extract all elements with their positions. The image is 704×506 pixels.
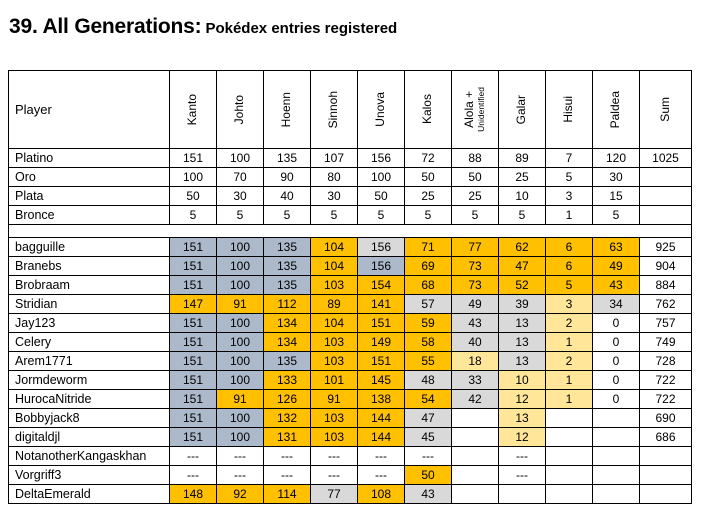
value-cell: 43 <box>593 276 640 295</box>
value-cell: 135 <box>264 352 311 371</box>
tier-name-cell: Platino <box>9 149 170 168</box>
table-row <box>9 257 692 276</box>
table-row <box>9 409 692 428</box>
sum-cell <box>640 466 692 485</box>
value-cell: 25 <box>499 168 546 187</box>
value-cell: 2 <box>546 314 593 333</box>
value-cell: --- <box>311 466 358 485</box>
table-row <box>9 485 692 504</box>
value-cell: 134 <box>264 314 311 333</box>
value-cell: 40 <box>264 187 311 206</box>
value-cell: 33 <box>452 371 499 390</box>
column-header-label: Hisui <box>561 96 576 123</box>
value-cell <box>593 485 640 504</box>
value-cell: 50 <box>170 187 217 206</box>
table-row <box>9 314 692 333</box>
value-cell: 30 <box>217 187 264 206</box>
value-cell: 49 <box>593 257 640 276</box>
value-cell: 12 <box>499 428 546 447</box>
value-cell: 18 <box>452 352 499 371</box>
value-cell: 144 <box>358 409 405 428</box>
value-cell: 135 <box>264 149 311 168</box>
value-cell: 89 <box>311 295 358 314</box>
value-cell: 144 <box>358 428 405 447</box>
value-cell: 1 <box>546 206 593 225</box>
table-body <box>9 149 692 504</box>
column-header-unova <box>358 71 405 149</box>
value-cell: 103 <box>311 428 358 447</box>
value-cell: 151 <box>170 390 217 409</box>
table-row <box>9 333 692 352</box>
column-header-label: Alola + Unidentified <box>462 87 487 132</box>
value-cell: --- <box>264 447 311 466</box>
value-cell: --- <box>264 466 311 485</box>
value-cell: 10 <box>499 187 546 206</box>
value-cell: 5 <box>264 206 311 225</box>
value-cell: 73 <box>452 257 499 276</box>
value-cell: 1 <box>546 390 593 409</box>
value-cell: 1 <box>546 371 593 390</box>
value-cell: 103 <box>311 352 358 371</box>
value-cell: 100 <box>170 168 217 187</box>
value-cell: 101 <box>311 371 358 390</box>
player-name-cell: DeltaEmerald <box>9 485 170 504</box>
table-row <box>9 168 692 187</box>
value-cell: 43 <box>452 314 499 333</box>
column-header-hisui <box>546 71 593 149</box>
column-header-johto <box>217 71 264 149</box>
sum-cell: 728 <box>640 352 692 371</box>
sum-cell: 686 <box>640 428 692 447</box>
value-cell: 49 <box>452 295 499 314</box>
value-cell: 138 <box>358 390 405 409</box>
value-cell: 104 <box>311 238 358 257</box>
value-cell: 6 <box>546 257 593 276</box>
value-cell: 120 <box>593 149 640 168</box>
value-cell <box>546 409 593 428</box>
value-cell: 145 <box>358 371 405 390</box>
value-cell: --- <box>405 447 452 466</box>
value-cell: 148 <box>170 485 217 504</box>
value-cell <box>593 466 640 485</box>
value-cell: 100 <box>217 352 264 371</box>
column-header-label: Galar <box>514 94 529 125</box>
value-cell: 100 <box>217 333 264 352</box>
value-cell: 48 <box>405 371 452 390</box>
value-cell <box>546 447 593 466</box>
value-cell: 100 <box>358 168 405 187</box>
value-cell: 5 <box>358 206 405 225</box>
value-cell: --- <box>499 466 546 485</box>
value-cell: 12 <box>499 390 546 409</box>
sum-cell: 749 <box>640 333 692 352</box>
value-cell: 151 <box>170 409 217 428</box>
value-cell <box>593 428 640 447</box>
value-cell: 104 <box>311 314 358 333</box>
value-cell: 70 <box>217 168 264 187</box>
value-cell: 151 <box>170 149 217 168</box>
tier-name-cell: Oro <box>9 168 170 187</box>
column-header-label: Kalos <box>420 94 435 125</box>
column-header-sinnoh <box>311 71 358 149</box>
value-cell: 10 <box>499 371 546 390</box>
value-cell: 5 <box>311 206 358 225</box>
tier-name-cell: Plata <box>9 187 170 206</box>
value-cell: 103 <box>311 276 358 295</box>
value-cell: 3 <box>546 295 593 314</box>
sum-cell: 1025 <box>640 149 692 168</box>
value-cell: 15 <box>593 187 640 206</box>
player-name-cell: Stridian <box>9 295 170 314</box>
value-cell: 73 <box>452 276 499 295</box>
value-cell: 6 <box>546 238 593 257</box>
value-cell: 100 <box>217 276 264 295</box>
value-cell: 54 <box>405 390 452 409</box>
table-row <box>9 390 692 409</box>
value-cell: 13 <box>499 314 546 333</box>
column-header-galar <box>499 71 546 149</box>
value-cell: 151 <box>170 371 217 390</box>
column-header-kalos <box>405 71 452 149</box>
column-header-label: Sum <box>657 97 672 122</box>
value-cell: 100 <box>217 409 264 428</box>
value-cell: 13 <box>499 333 546 352</box>
value-cell: 103 <box>311 333 358 352</box>
separator-cell <box>9 225 692 238</box>
value-cell: 43 <box>405 485 452 504</box>
value-cell: 57 <box>405 295 452 314</box>
value-cell <box>452 447 499 466</box>
value-cell: 100 <box>217 314 264 333</box>
value-cell: 108 <box>358 485 405 504</box>
player-name-cell: NotanotherKangaskhan <box>9 447 170 466</box>
value-cell: 50 <box>358 187 405 206</box>
column-header-label: Unova <box>373 92 388 127</box>
value-cell: 5 <box>170 206 217 225</box>
value-cell: --- <box>170 447 217 466</box>
value-cell: 91 <box>311 390 358 409</box>
value-cell: 5 <box>217 206 264 225</box>
table-header <box>9 71 692 149</box>
table-row <box>9 371 692 390</box>
value-cell: 69 <box>405 257 452 276</box>
value-cell: 62 <box>499 238 546 257</box>
player-name-cell: Vorgriff3 <box>9 466 170 485</box>
value-cell: 104 <box>311 257 358 276</box>
value-cell: 114 <box>264 485 311 504</box>
value-cell: --- <box>358 447 405 466</box>
value-cell: 91 <box>217 390 264 409</box>
sum-cell: 762 <box>640 295 692 314</box>
value-cell: 107 <box>311 149 358 168</box>
value-cell: 80 <box>311 168 358 187</box>
value-cell: --- <box>499 447 546 466</box>
player-name-cell: bagguille <box>9 238 170 257</box>
value-cell: 50 <box>405 168 452 187</box>
value-cell: 13 <box>499 409 546 428</box>
value-cell: 71 <box>405 238 452 257</box>
column-header-label: Kanto <box>185 93 200 126</box>
table-row <box>9 276 692 295</box>
sum-cell: 690 <box>640 409 692 428</box>
value-cell: 100 <box>217 238 264 257</box>
value-cell: 149 <box>358 333 405 352</box>
player-name-cell: Bobbyjack8 <box>9 409 170 428</box>
column-header-alola <box>452 71 499 149</box>
value-cell: 151 <box>358 352 405 371</box>
value-cell <box>452 428 499 447</box>
value-cell: 5 <box>593 206 640 225</box>
table-row <box>9 428 692 447</box>
value-cell: 52 <box>499 276 546 295</box>
player-name-cell: Brobraam <box>9 276 170 295</box>
sum-cell <box>640 206 692 225</box>
separator-row <box>9 225 692 238</box>
value-cell: 0 <box>593 314 640 333</box>
value-cell: 103 <box>311 409 358 428</box>
value-cell: 40 <box>452 333 499 352</box>
title-sub: Pokédex entries registered <box>205 20 398 37</box>
value-cell: 156 <box>358 238 405 257</box>
value-cell: 25 <box>452 187 499 206</box>
player-name-cell: HurocaNitride <box>9 390 170 409</box>
value-cell: 59 <box>405 314 452 333</box>
value-cell: 5 <box>546 168 593 187</box>
player-name-cell: Arem1771 <box>9 352 170 371</box>
player-name-cell: Celery <box>9 333 170 352</box>
sum-cell <box>640 168 692 187</box>
title-main: 39. All Generations: <box>9 15 202 38</box>
value-cell: 151 <box>358 314 405 333</box>
value-cell: 7 <box>546 149 593 168</box>
value-cell: 0 <box>593 371 640 390</box>
value-cell: 5 <box>546 276 593 295</box>
value-cell: 0 <box>593 333 640 352</box>
value-cell: 42 <box>452 390 499 409</box>
value-cell: 13 <box>499 352 546 371</box>
value-cell <box>546 485 593 504</box>
value-cell <box>452 466 499 485</box>
value-cell: 151 <box>170 238 217 257</box>
value-cell: 100 <box>217 371 264 390</box>
value-cell <box>546 428 593 447</box>
value-cell <box>499 485 546 504</box>
table-row <box>9 447 692 466</box>
value-cell: 77 <box>452 238 499 257</box>
table-row <box>9 206 692 225</box>
sum-cell: 925 <box>640 238 692 257</box>
value-cell: 151 <box>170 352 217 371</box>
value-cell: 39 <box>499 295 546 314</box>
value-cell: 91 <box>217 295 264 314</box>
value-cell: 151 <box>170 333 217 352</box>
value-cell: 151 <box>170 314 217 333</box>
value-cell: 151 <box>170 276 217 295</box>
value-cell: 132 <box>264 409 311 428</box>
player-name-cell: Jay123 <box>9 314 170 333</box>
value-cell: --- <box>217 466 264 485</box>
page-title <box>9 4 397 41</box>
value-cell: --- <box>358 466 405 485</box>
player-name-cell: Branebs <box>9 257 170 276</box>
column-header-label: Johto <box>232 94 247 125</box>
table-row <box>9 352 692 371</box>
value-cell: 45 <box>405 428 452 447</box>
sum-cell <box>640 447 692 466</box>
player-name-cell: digitaldjl <box>9 428 170 447</box>
value-cell: 47 <box>499 257 546 276</box>
value-cell: 147 <box>170 295 217 314</box>
value-cell: 156 <box>358 257 405 276</box>
sum-cell: 722 <box>640 390 692 409</box>
table-row <box>9 295 692 314</box>
value-cell <box>452 485 499 504</box>
column-header-label: Paldea <box>608 90 623 129</box>
value-cell: 90 <box>264 168 311 187</box>
value-cell <box>452 409 499 428</box>
sum-cell: 904 <box>640 257 692 276</box>
value-cell: 5 <box>452 206 499 225</box>
value-cell: 151 <box>170 257 217 276</box>
value-cell: 1 <box>546 333 593 352</box>
table-row <box>9 187 692 206</box>
sum-cell: 757 <box>640 314 692 333</box>
value-cell: 5 <box>499 206 546 225</box>
column-header-sum <box>640 71 692 149</box>
sum-cell <box>640 187 692 206</box>
value-cell: 135 <box>264 238 311 257</box>
value-cell: 72 <box>405 149 452 168</box>
sum-cell: 884 <box>640 276 692 295</box>
value-cell: 5 <box>405 206 452 225</box>
value-cell: 141 <box>358 295 405 314</box>
value-cell: 100 <box>217 149 264 168</box>
column-header-kanto <box>170 71 217 149</box>
tier-name-cell: Bronce <box>9 206 170 225</box>
value-cell: 89 <box>499 149 546 168</box>
value-cell: 58 <box>405 333 452 352</box>
value-cell: --- <box>217 447 264 466</box>
sum-cell <box>640 485 692 504</box>
value-cell: 68 <box>405 276 452 295</box>
value-cell: 92 <box>217 485 264 504</box>
value-cell: 88 <box>452 149 499 168</box>
value-cell: 100 <box>217 428 264 447</box>
column-header-player: Player <box>9 71 170 149</box>
column-header-label: Sinnoh <box>326 90 341 129</box>
value-cell: 131 <box>264 428 311 447</box>
column-header-paldea <box>593 71 640 149</box>
value-cell: 77 <box>311 485 358 504</box>
table-row <box>9 149 692 168</box>
column-header-hoenn <box>264 71 311 149</box>
value-cell: 50 <box>405 466 452 485</box>
value-cell: 55 <box>405 352 452 371</box>
value-cell: 34 <box>593 295 640 314</box>
column-header-label: Hoenn <box>279 91 294 128</box>
value-cell: 47 <box>405 409 452 428</box>
value-cell: 30 <box>311 187 358 206</box>
value-cell <box>546 466 593 485</box>
pokedex-table <box>8 70 692 504</box>
value-cell: 30 <box>593 168 640 187</box>
table-row <box>9 238 692 257</box>
value-cell: 50 <box>452 168 499 187</box>
value-cell: 156 <box>358 149 405 168</box>
value-cell: 100 <box>217 257 264 276</box>
value-cell: 63 <box>593 238 640 257</box>
sum-cell: 722 <box>640 371 692 390</box>
value-cell: 133 <box>264 371 311 390</box>
value-cell <box>593 447 640 466</box>
value-cell: 0 <box>593 352 640 371</box>
value-cell: --- <box>311 447 358 466</box>
value-cell: 151 <box>170 428 217 447</box>
value-cell <box>593 409 640 428</box>
table-header-row <box>9 71 692 149</box>
value-cell: 112 <box>264 295 311 314</box>
value-cell: 134 <box>264 333 311 352</box>
value-cell: 135 <box>264 257 311 276</box>
table-row <box>9 466 692 485</box>
value-cell: 0 <box>593 390 640 409</box>
value-cell: 2 <box>546 352 593 371</box>
value-cell: 154 <box>358 276 405 295</box>
value-cell: --- <box>170 466 217 485</box>
player-name-cell: Jormdeworm <box>9 371 170 390</box>
value-cell: 3 <box>546 187 593 206</box>
value-cell: 25 <box>405 187 452 206</box>
value-cell: 135 <box>264 276 311 295</box>
value-cell: 126 <box>264 390 311 409</box>
